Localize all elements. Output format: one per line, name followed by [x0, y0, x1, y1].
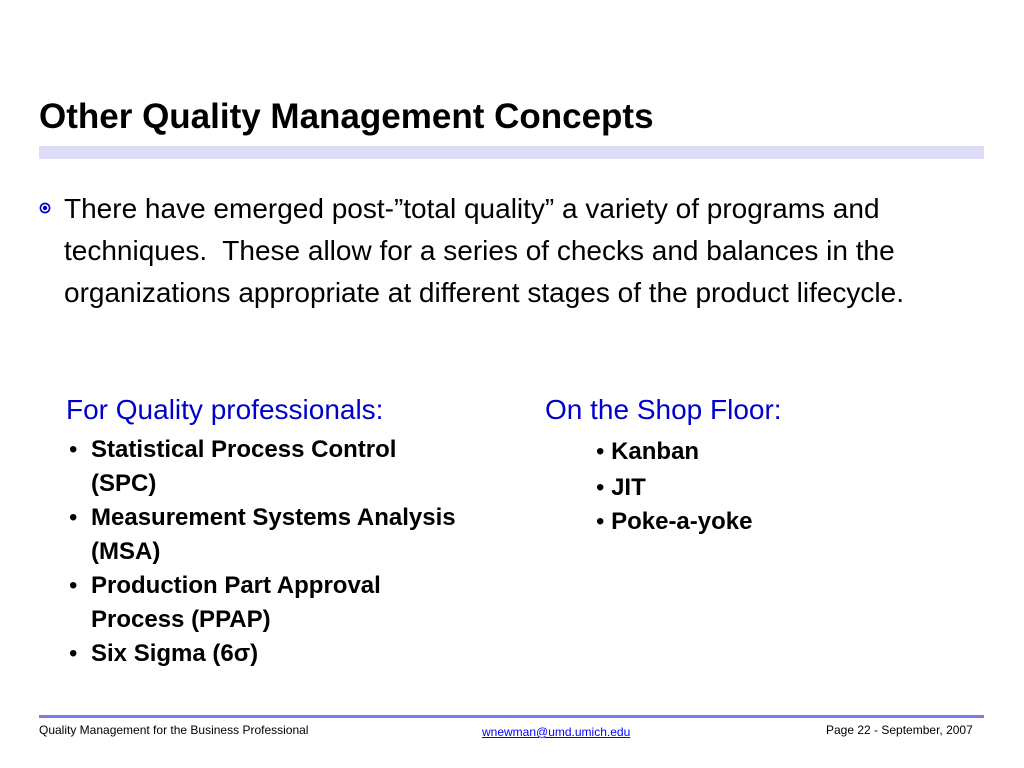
footer-email-link[interactable]: wnewman@umd.umich.edu: [482, 725, 631, 739]
list-item-text: Kanban: [611, 438, 700, 465]
list-item: [66, 433, 466, 501]
list-item-text: Measurement Systems Analysis (MSA): [91, 504, 456, 565]
quality-professionals-list: [66, 433, 466, 671]
bullet-dot: •: [596, 474, 605, 501]
bullet-dot: •: [69, 436, 78, 463]
right-column-heading: On the Shop Floor:: [545, 394, 782, 425]
bullet-dot: •: [69, 504, 78, 531]
bullet-dot: •: [69, 640, 78, 667]
list-item: [66, 637, 466, 671]
list-item: [596, 508, 752, 536]
list-item: [596, 438, 699, 466]
footer-course-title: Quality Management for the Business Professional: [39, 723, 309, 737]
list-item-text: Six Sigma (6σ): [91, 640, 259, 667]
main-point-text: There have emerged post-”total quality” a variety of programs and techniques. These allow for a series of checks and balances in the organizations appropriate at different stages of the product lifecycle.: [64, 193, 904, 308]
left-column-heading: For Quality professionals:: [66, 394, 384, 425]
main-bullet-point: [39, 188, 984, 314]
circle-bullet-icon: [39, 202, 51, 214]
list-item-text: JIT: [611, 474, 646, 501]
bullet-dot: •: [596, 438, 605, 465]
title-underline-bar: [39, 146, 984, 159]
bullet-dot: •: [596, 508, 605, 535]
slide-title: Other Quality Management Concepts: [39, 97, 654, 136]
list-item-text: Statistical Process Control (SPC): [91, 436, 397, 497]
list-item-text: Production Part Approval Process (PPAP): [91, 572, 381, 633]
list-item-text: Poke-a-yoke: [611, 508, 753, 535]
list-item: [66, 569, 466, 637]
list-item: [596, 474, 646, 502]
list-item: [66, 501, 466, 569]
bullet-dot: •: [69, 572, 78, 599]
footer-divider-bar: [39, 715, 984, 718]
footer-page-date: Page 22 - September, 2007: [826, 723, 973, 737]
